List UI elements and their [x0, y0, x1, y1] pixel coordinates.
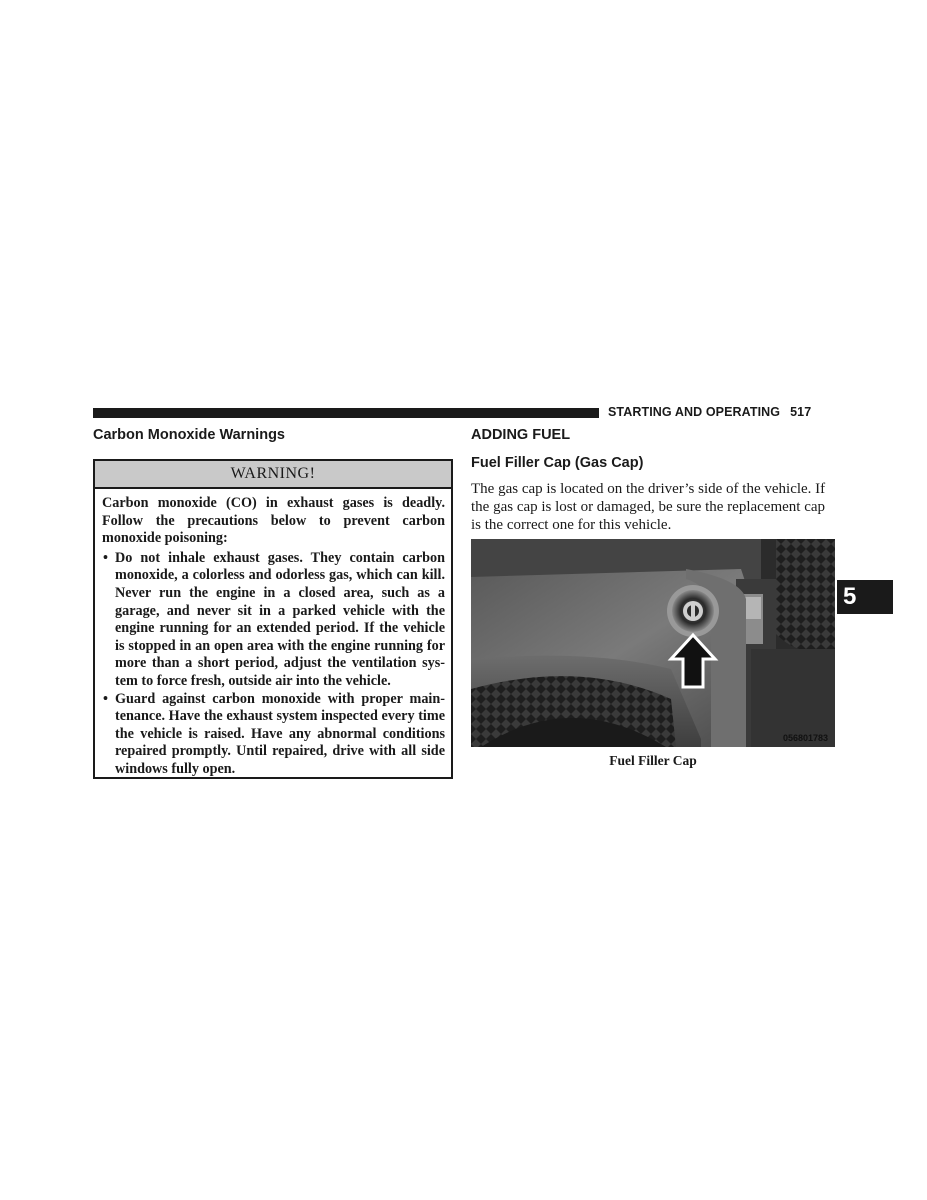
- warning-title: WARNING!: [95, 461, 451, 489]
- page-number: 517: [790, 405, 812, 419]
- warning-body: [95, 489, 451, 779]
- warning-list: [102, 550, 445, 779]
- carbon-monoxide-heading: Carbon Monoxide Warnings: [93, 427, 285, 443]
- figure-code: 056801783: [783, 733, 829, 743]
- chapter-tab: 5: [837, 580, 893, 614]
- warning-box: [93, 459, 453, 779]
- warning-intro: Carbon monoxide (CO) in exhaust gases is deadly. Follow the precautions below to prevent carbon monoxide poisoning:: [102, 495, 445, 547]
- header-rule: [93, 408, 599, 418]
- fuel-cap-subheading: Fuel Filler Cap (Gas Cap): [471, 455, 644, 471]
- figure-caption: Fuel Filler Cap: [609, 753, 697, 768]
- running-header: [608, 405, 811, 419]
- adding-fuel-heading: ADDING FUEL: [471, 427, 571, 443]
- section-title: STARTING AND OPERATING: [608, 405, 781, 419]
- fuel-filler-cap-photo: [471, 539, 835, 747]
- warning-bullet: • Guard against carbon monoxide with proper main-tenance. Have the exhaust system inspected every time the vehicle is raised. Have any abnormal conditions repaired promptly. Until repaired, drive with all side windows fully open.: [102, 691, 445, 779]
- warning-bullet: • Do not inhale exhaust gases. They contain carbon monoxide, a colorless and odorless gas, which can kill. Never run the engine in a closed area, such as a garage, and never sit in a parked vehicle with the engine running for an extended period. If the vehicle is stopped in an open area with the engine running for more than a short period, adjust the ventilation sys-tem to force fresh, outside air into the vehicle.: [102, 550, 445, 691]
- fuel-cap-paragraph: [471, 480, 835, 535]
- fuel-cap-text: The gas cap is located on the driver’s side of the vehicle. If the gas cap is lost or damaged, be sure the replacement cap is the correct one for this vehicle.: [471, 481, 826, 534]
